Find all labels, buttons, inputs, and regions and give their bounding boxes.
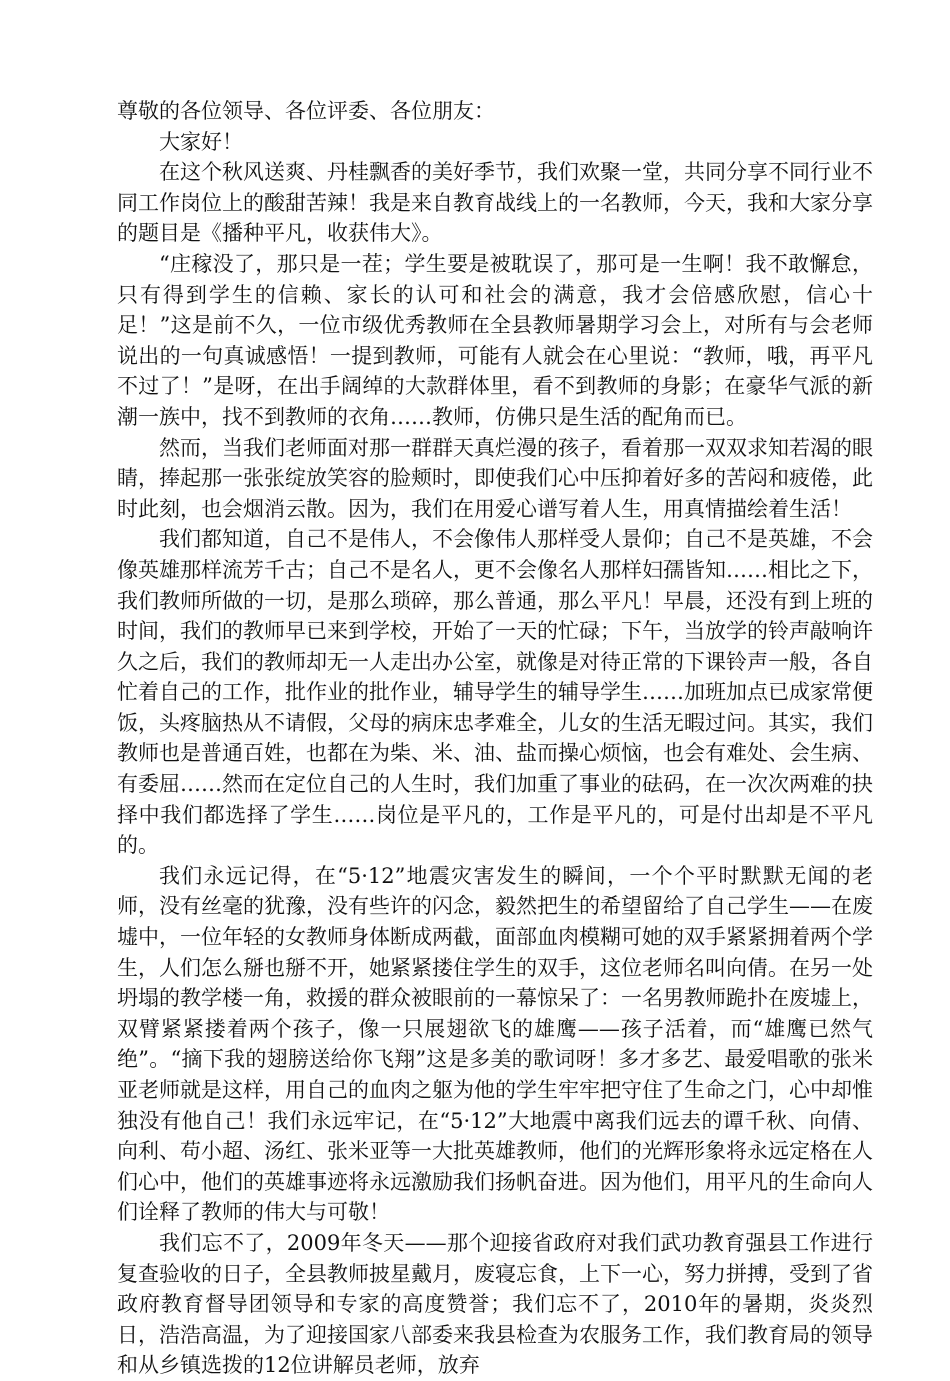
paragraph-2: “庄稼没了，那只是一茬；学生要是被耽误了，那可是一生啊！我不敢懈怠，只有得到学生的信赖、家长的认可和社会的满意，我才会倍感欣慰，信心十足！”这是前不久，一位市级优秀教师在全县教师暑期学习会上，对所有与会老师说出的一句真诚感悟！一提到教师，可能有人就会在心里说：“教师，哦，再平凡不过了！”是呀，在出手阔绰的大款群体里，看不到教师的身影；在豪华气派的新潮一族中，找不到教师的衣角……教师，仿佛只是生活的配角而已。: [117, 251, 873, 429]
paragraph-1: 在这个秋风送爽、丹桂飘香的美好季节，我们欢聚一堂，共同分享不同行业不同工作岗位上的酸甜苦辣！我是来自教育战线上的一名教师，今天，我和大家分享的题目是《播种平凡，收获伟大》。: [117, 160, 873, 246]
paragraph-6: 我们忘不了，2009年冬天——那个迎接省政府对我们武功教育强县工作进行复查验收的日子，全县教师披星戴月，废寝忘食，上下一心，努力拼搏，受到了省政府教育督导团领导和专家的高度赞誉；我们忘不了，2010年的暑期，炎炎烈日，浩浩高温，为了迎接国家八部委来我县检查为农服务工作，我们教育局的领导和从乡镇选拨的12位讲解员老师，放弃: [117, 1230, 873, 1378]
greeting: 大家好！: [159, 129, 243, 154]
paragraph-3: 然而，当我们老师面对那一群群天真烂漫的孩子，看着那一双双求知若渴的眼睛，捧起那一张张绽放笑容的脸颊时，即使我们心中压抑着好多的苦闷和疲倦，此时此刻，也会烟消云散。因为，我们在用爱心谱写着人生，用真情描绘着生活！: [117, 435, 873, 521]
document-page: [117, 96, 873, 1381]
salutation: 尊敬的各位领导、各位评委、各位朋友：: [117, 99, 495, 123]
paragraph-5: 我们永远记得，在“5·12”地震灾害发生的瞬间，一个个平时默默无闻的老师，没有丝毫的犹豫，没有些许的闪念，毅然把生的希望留给了自己学生——在废墟中，一位年轻的女教师身体断成两截，面部血肉模糊可她的双手紧紧拥着两个学生，人们怎么掰也掰不开，她紧紧搂住学生的双手，这位老师名叫向倩。在另一处坍塌的教学楼一角，救援的群众被眼前的一幕惊呆了：一名男教师跪扑在废墟上，双臂紧紧搂着两个孩子，像一只展翅欲飞的雄鹰——孩子活着，而“雄鹰已然气绝”。“摘下我的翅膀送给你飞翔”这是多美的歌词呀！多才多艺、最爱唱歌的张米亚老师就是这样，用自己的血肉之躯为他的学生牢牢把守住了生命之门，心中却惟独没有他自己！我们永远牢记，在“5·12”大地震中离我们远去的谭千秋、向倩、向利、苟小超、汤红、张米亚等一大批英雄教师，他们的光辉形象将永远定格在人们心中，他们的英雄事迹将永远激励我们扬帆奋进。因为他们，用平凡的生命向人们诠释了教师的伟大与可敬！: [117, 863, 873, 1225]
paragraph-4: 我们都知道，自己不是伟人，不会像伟人那样受人景仰；自己不是英雄，不会像英雄那样流芳千古；自己不是名人，更不会像名人那样妇孺皆知……相比之下，我们教师所做的一切，是那么琐碎，那么普通，那么平凡！早晨，还没有到上班的时间，我们的教师早已来到学校，开始了一天的忙碌；下午，当放学的铃声敲响许久之后，我们的教师却无一人走出办公室，就像是对待正常的下课铃声一般，各自忙着自己的工作，批作业的批作业，辅导学生的辅导学生……加班加点已成家常便饭，头疼脑热从不请假，父母的病床忠孝难全，儿女的生活无暇过问。其实，我们教师也是普通百姓，也都在为柴、米、油、盐而操心烦恼，也会有难处、会生病、有委屈……然而在定位自己的人生时，我们加重了事业的砝码，在一次次两难的抉择中我们都选择了学生……岗位是平凡的，工作是平凡的，可是付出却是不平凡的。: [117, 527, 873, 858]
